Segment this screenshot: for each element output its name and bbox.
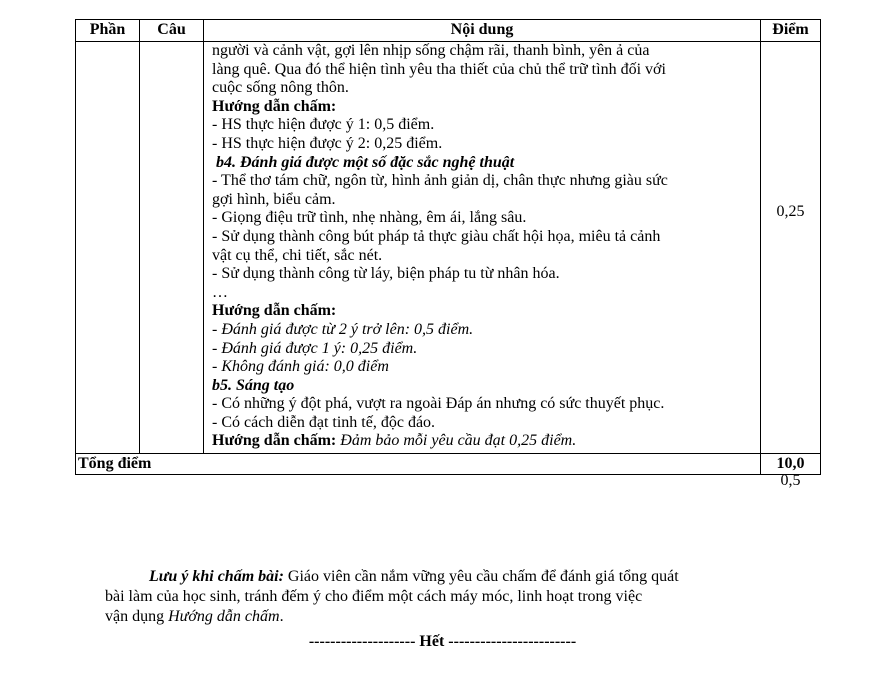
- header-part: Phần: [76, 20, 140, 42]
- note-line-2: bài làm của học sinh, tránh đếm ý cho điểm một cách máy móc, linh hoạt trong việc: [105, 588, 643, 605]
- content-cell: [204, 42, 761, 454]
- content-line: - Có cách diễn đạt tinh tế, độc đáo.: [212, 413, 436, 431]
- guide-heading: Hướng dẫn chấm:: [212, 302, 337, 320]
- score-b5: 0,5: [780, 472, 801, 489]
- score-b4: 0,25: [776, 203, 805, 220]
- note-line-1: [105, 567, 825, 587]
- content-line: - Giọng điệu trữ tình, nhẹ nhàng, êm ái, lắng sâu.: [212, 209, 527, 227]
- content-line: - Thể thơ tám chữ, ngôn từ, hình ảnh giản dị, chân thực nhưng giàu sức: [212, 172, 668, 190]
- total-row: [76, 454, 821, 475]
- content-line: - Sử dụng thành công từ láy, biện pháp tu từ nhân hóa.: [212, 265, 560, 283]
- header-question: Câu: [140, 20, 204, 42]
- content-line: - Có những ý đột phá, vượt ra ngoài Đáp án nhưng có sức thuyết phục.: [212, 395, 665, 413]
- note-text-3-end: .: [279, 608, 284, 625]
- content-line: vật cụ thể, chi tiết, sắc nét.: [212, 246, 383, 264]
- grading-table: [75, 19, 821, 489]
- part-cell: [76, 42, 140, 454]
- header-score: Điểm: [761, 20, 821, 42]
- question-cell: [140, 42, 204, 454]
- guide-heading: Hướng dẫn chấm:: [212, 97, 337, 115]
- content-line: cuộc sống nông thôn.: [212, 79, 349, 97]
- final-guide-text: Đảm bảo mỗi yêu cầu đạt 0,25 điểm.: [340, 432, 577, 450]
- header-content: Nội dung: [204, 20, 761, 42]
- note-text-1: Giáo viên cần nắm vững yêu cầu chấm để đánh giá tổng quát: [283, 568, 679, 585]
- note-label: Lưu ý khi chấm bài:: [149, 568, 284, 585]
- ellipsis: …: [212, 283, 228, 301]
- note-line-3: [105, 607, 825, 627]
- content-line: gợi hình, biểu cảm.: [212, 190, 336, 208]
- header-row: [76, 20, 821, 42]
- content-line: người và cảnh vật, gợi lên nhịp sống chậm rãi, thanh bình, yên ả của: [212, 42, 650, 59]
- grading-note: [105, 567, 825, 627]
- final-guide-label: Hướng dẫn chấm:: [212, 432, 337, 450]
- note-text-3-italic: Hướng dẫn chấm: [168, 608, 280, 625]
- final-guide-line: [212, 432, 754, 451]
- content-line: - Đánh giá được 1 ý: 0,25 điểm.: [212, 339, 418, 357]
- content-line: làng quê. Qua đó thể hiện tình yêu tha thiết của chủ thể trữ tình đối với: [212, 60, 666, 78]
- content-line: - Đánh giá được từ 2 ý trở lên: 0,5 điểm.: [212, 320, 474, 338]
- total-label: Tổng điểm: [76, 454, 761, 475]
- end-marker: -------------------- Hết ------------------------: [308, 633, 577, 650]
- content-line: - HS thực hiện được ý 1: 0,5 điểm.: [212, 116, 435, 134]
- note-text-3: vận dụng: [105, 608, 169, 625]
- content-line: - HS thực hiện được ý 2: 0,25 điểm.: [212, 134, 443, 152]
- section-heading-b5: b5. Sáng tạo: [212, 376, 295, 394]
- content-row: [76, 42, 821, 454]
- section-heading-b4: b4. Đánh giá được một số đặc sắc nghệ thuật: [216, 153, 515, 171]
- content-line: - Sử dụng thành công bút pháp tả thực giàu chất hội họa, miêu tả cảnh: [212, 227, 661, 245]
- content-line: - Không đánh giá: 0,0 điểm: [212, 358, 389, 376]
- total-value: 10,0: [761, 454, 821, 475]
